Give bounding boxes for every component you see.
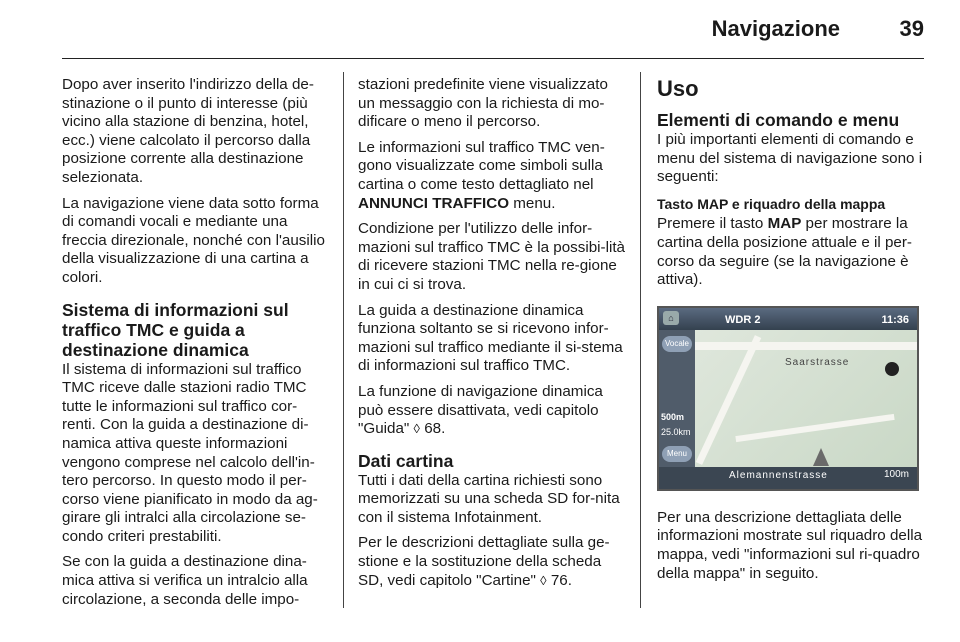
paragraph <box>657 215 925 289</box>
text: La funzione di navigazione dinamica può essere disattivata, vedi capitolo "Guida" <box>358 382 603 438</box>
map-area <box>695 330 917 467</box>
paragraph: Il sistema di informazioni sul traffico TMC riceve dalle stazioni radio TMC tutte le informazioni sul traffico cor-renti. Con la guida a destinazione di-namica attiva queste informazioni vengono comprese nel calcolo dell'in-tero percorso. In questo modo il per-corso viene pianificato in modo da ag-girare gli intralci alla circolazione se-condo criteri prestabiliti. <box>62 360 318 545</box>
map-screenshot <box>657 306 919 491</box>
road <box>695 342 917 350</box>
map-top-bar <box>659 308 917 330</box>
chapter-title: Navigazione <box>711 16 840 41</box>
header-rule <box>62 58 924 59</box>
section-heading-uso: Uso <box>657 76 699 101</box>
distance-total: 25.0km <box>661 426 691 437</box>
column-1 <box>62 76 328 616</box>
distance-next: 500m <box>661 411 685 422</box>
paragraph <box>358 383 626 439</box>
voice-button: Vocale <box>662 336 692 352</box>
section-heading-tmc: Sistema di informazioni sul traffico TMC e guida a destinazione dinamica <box>62 299 289 360</box>
key-name: MAP <box>767 215 802 233</box>
page-number: 39 <box>899 16 924 41</box>
current-street: Alemannenstrasse <box>729 470 828 482</box>
page-ref[interactable]: 76. <box>550 571 572 589</box>
map-side-panel <box>659 330 695 467</box>
paragraph: Tutti i dati della cartina richiesti sono memorizzati su una scheda SD for-nita con il sistema Infotainment. <box>358 471 620 526</box>
text: Per le descrizioni dettagliate sulla ge-stione e la sostituzione della scheda SD, vedi capitolo "Cartine" <box>358 534 610 589</box>
page-ref-icon: ◊ <box>413 421 420 437</box>
column-divider <box>343 72 344 608</box>
road <box>696 335 762 465</box>
paragraph: La navigazione viene data sotto forma di comandi vocali e mediante una freccia direzionale, nonché con l'ausilio della visualizzazione di una cartina a colori. <box>62 194 325 286</box>
radio-station: WDR 2 <box>725 313 761 326</box>
subsubsection-heading: Tasto MAP e riquadro della mappa <box>657 195 886 212</box>
page-ref-icon: ◊ <box>540 572 547 588</box>
paragraph: Dopo aver inserito l'indirizzo della de-stinazione o il punto di interesse (più vicino alla stazione di benzina, hotel, ecc.) viene calcolato il percorso dalla posizione corrente alla destinazione selezionata. <box>62 76 314 186</box>
menu-name: ANNUNCI TRAFFICO <box>358 194 510 212</box>
text: menu. <box>509 194 556 212</box>
column-3 <box>657 76 925 590</box>
subsection-heading: Elementi di comando e menu <box>657 110 900 130</box>
column-divider <box>640 72 641 608</box>
menu-button: Menu <box>662 446 692 462</box>
home-icon: ⌂ <box>663 311 679 325</box>
paragraph <box>358 534 626 590</box>
poi-icon <box>885 362 899 376</box>
paragraph: Condizione per l'utilizzo delle infor-mazioni sul traffico TMC è la possibi-lità di ricevere stazioni TMC nella re-gione in cui ci si trova. <box>358 220 626 293</box>
paragraph <box>358 139 626 213</box>
street-name: Saarstrasse <box>785 356 850 368</box>
page-header <box>0 0 960 60</box>
text: per mostrare la cartina della posizione attuale e il per-corso da seguire (se la navigazione è attiva). <box>657 215 912 289</box>
page-ref[interactable]: 68. <box>424 420 446 438</box>
section-heading-dati: Dati cartina <box>358 450 454 471</box>
paragraph: Per una descrizione dettagliata delle informazioni mostrate sul riquadro della mappa, vedi "informazioni sul ri-quadro della mappa" in seguito. <box>657 508 923 582</box>
paragraph: I più importanti elementi di comando e menu del sistema di navigazione sono i seguenti: <box>657 131 923 186</box>
clock: 11:36 <box>881 313 909 326</box>
map-bottom-bar <box>659 467 917 489</box>
vehicle-position-icon <box>813 448 829 466</box>
column-2 <box>358 76 626 597</box>
text: Le informazioni sul traffico TMC ven-gono visualizzate come simboli sulla cartina o come testo dettagliato nel <box>358 138 605 193</box>
road <box>735 414 894 442</box>
text: Premere il tasto <box>657 215 768 233</box>
paragraph: stazioni predefinite viene visualizzato un messaggio con la richiesta di mo-dificare o meno il percorso. <box>358 76 608 131</box>
paragraph: Se con la guida a destinazione dina-mica attiva si verifica un intralcio alla circolazione, a seconda delle impo- <box>62 553 308 608</box>
map-scale: 100m <box>883 469 909 481</box>
paragraph: La guida a destinazione dinamica funziona soltanto se si ricevono infor-mazioni sul traffico mediante il si-stema di informazioni sul traffico TMC. <box>358 301 623 375</box>
